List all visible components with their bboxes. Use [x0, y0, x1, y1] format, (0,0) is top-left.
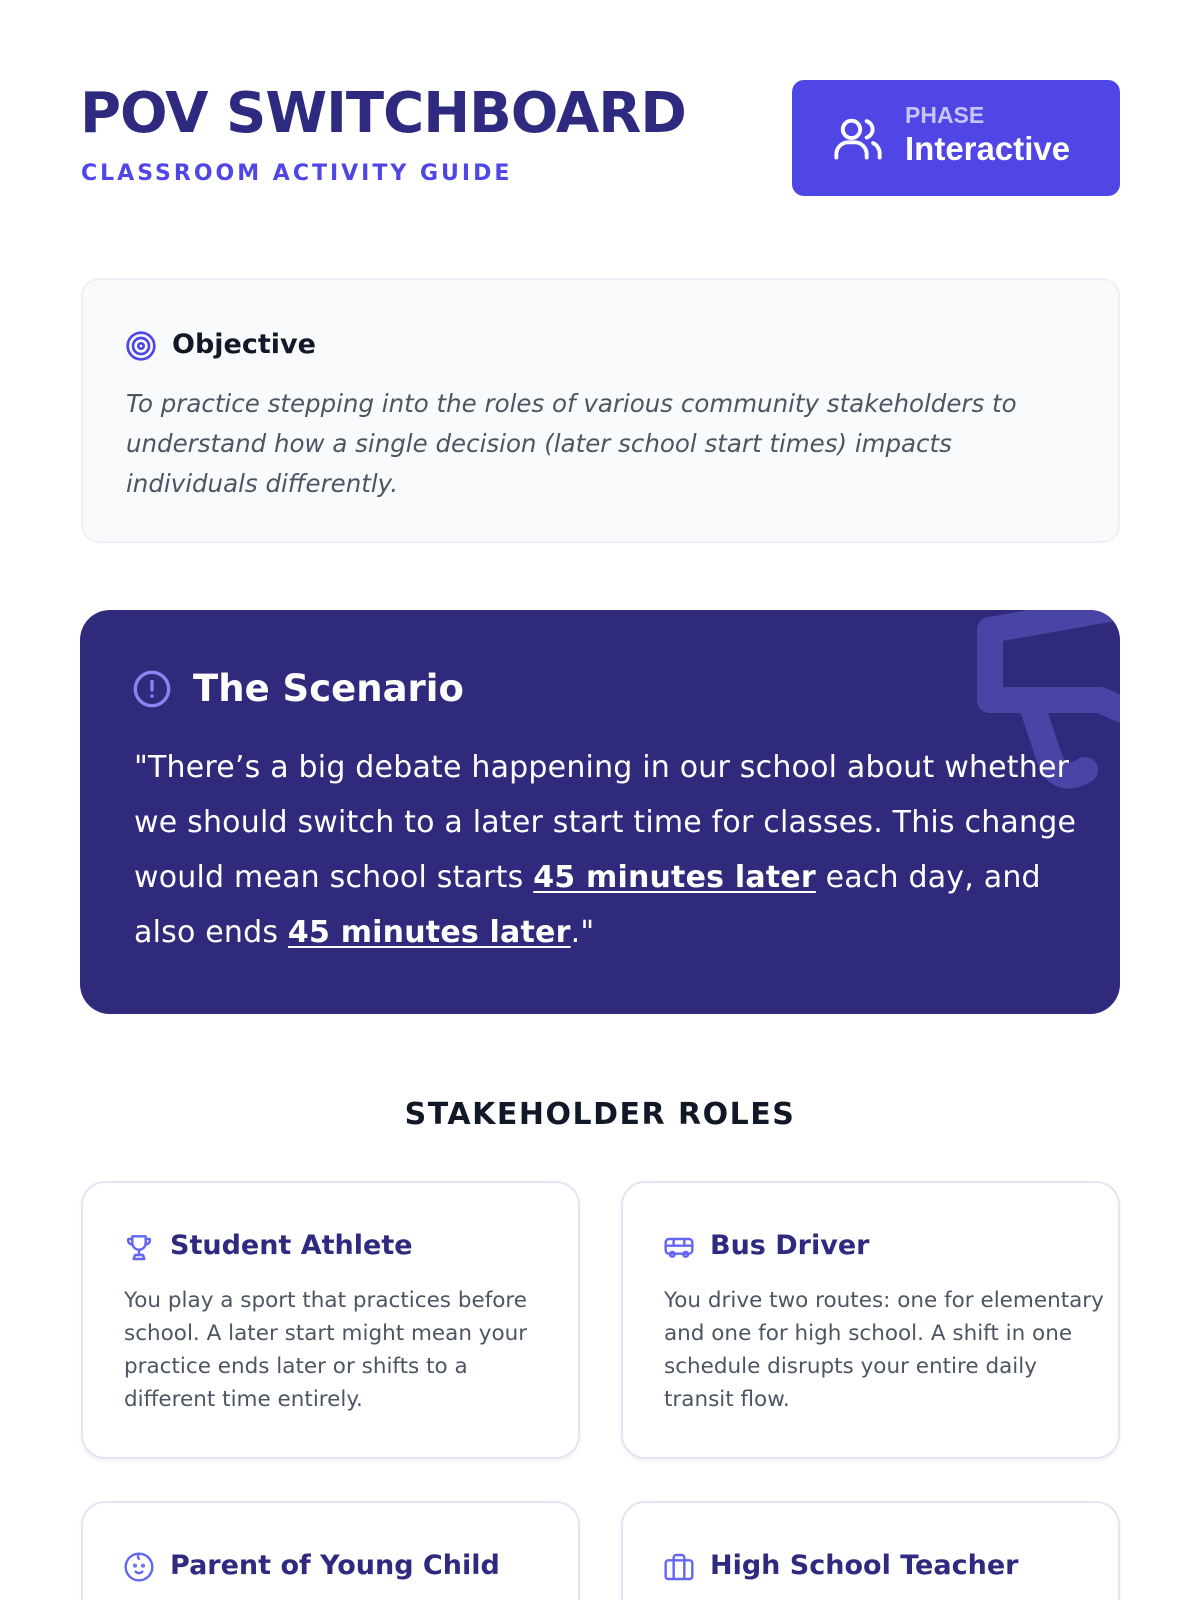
role-description: You drive two routes: one for elementary and one for high school. A shift in one schedule disrupts your entire daily transit flow.: [664, 1288, 1104, 1412]
phase-badge: [792, 80, 1120, 196]
role-card-high-school-teacher: [621, 1501, 1120, 1600]
role-description: You play a sport that practices before school. A later start might mean your practice ends later or shifts to a different time entirely.: [124, 1288, 528, 1412]
scenario-text: [134, 740, 1094, 960]
scenario-emphasis-end: 45 minutes later: [287, 915, 571, 950]
objective-heading: Objective: [172, 329, 316, 360]
role-card-bus-driver: [621, 1181, 1120, 1459]
trophy-icon: [123, 1231, 155, 1263]
role-card-parent-of-young-child: [81, 1501, 580, 1600]
scenario-card: [80, 610, 1120, 1014]
users-icon: [832, 112, 884, 164]
bus-icon: [663, 1231, 695, 1263]
stakeholder-roles-heading: STAKEHOLDER ROLES: [404, 1097, 796, 1132]
page-header: [80, 80, 1120, 198]
role-card-student-athlete: [81, 1181, 580, 1459]
page-title: POV SWITCHBOARD: [80, 81, 686, 146]
role-title: High School Teacher: [710, 1550, 1019, 1581]
scenario-text-part-2: each day, and also ends: [134, 860, 1041, 950]
alert-circle-icon: [132, 669, 172, 709]
role-title: Student Athlete: [170, 1230, 413, 1261]
target-icon: [125, 330, 157, 362]
scenario-text-part-1: "There’s a big debate happening in our school about whether we should switch to a later start time for classes. This change would mean school starts: [134, 750, 1077, 895]
objective-text: To practice stepping into the roles of various community stakeholders to understand how a single decision (later school start times) impacts individuals differently.: [126, 389, 1017, 498]
scenario-emphasis-start: 45 minutes later: [533, 860, 816, 895]
role-title: Bus Driver: [710, 1230, 870, 1261]
baby-icon: [123, 1551, 155, 1583]
scenario-text-part-3: .": [570, 915, 595, 950]
page-subtitle: CLASSROOM ACTIVITY GUIDE: [81, 161, 513, 186]
briefcase-icon: [663, 1551, 695, 1583]
phase-value: Interactive: [905, 130, 1071, 167]
role-title: Parent of Young Child: [170, 1550, 500, 1581]
phase-label: PHASE: [905, 102, 985, 128]
objective-card: [81, 278, 1120, 543]
scenario-heading: The Scenario: [193, 667, 464, 710]
